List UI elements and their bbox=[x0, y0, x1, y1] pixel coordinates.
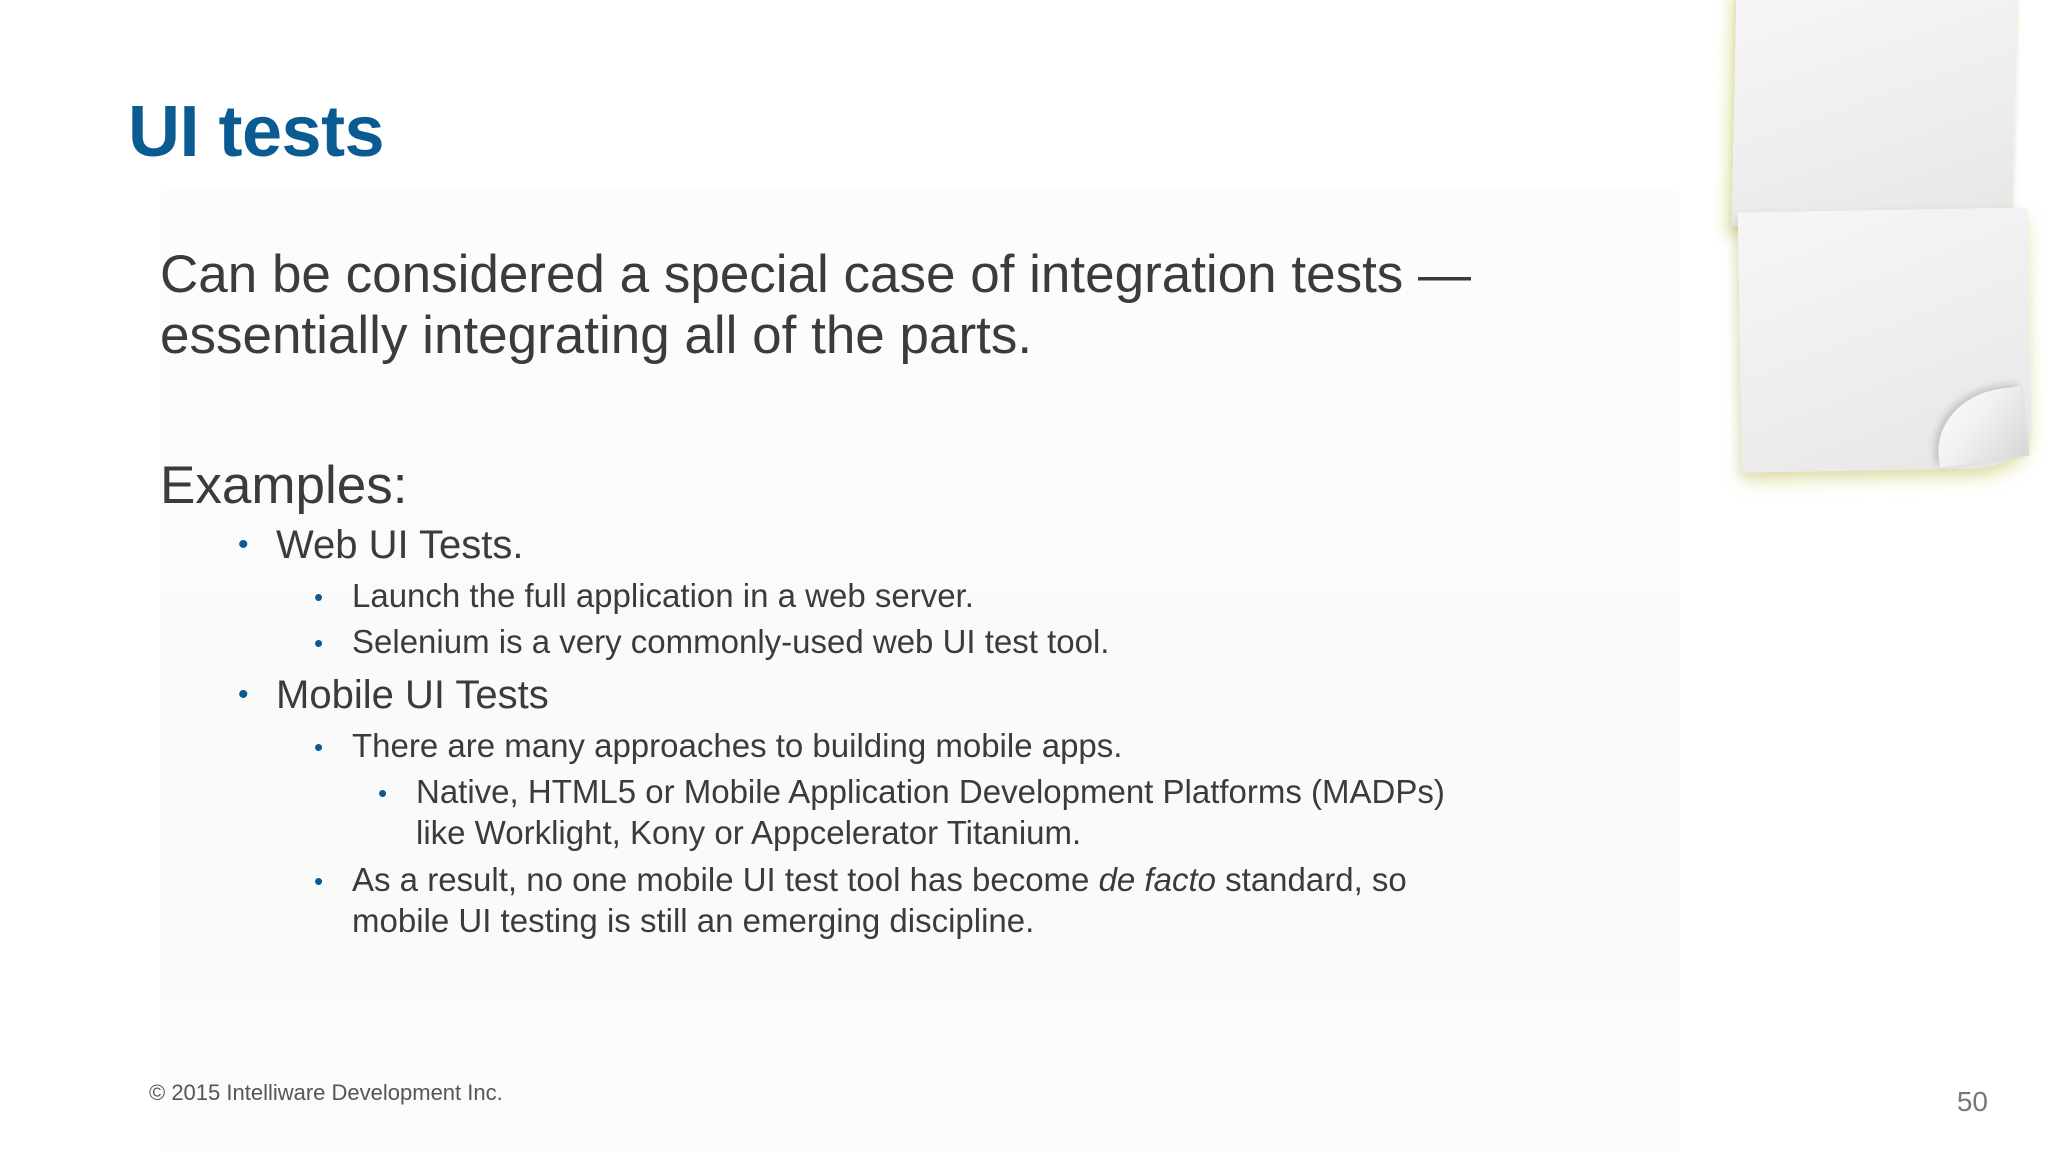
bullet-icon: • bbox=[314, 582, 324, 612]
list-item-label: There are many approaches to building mobile apps. bbox=[352, 727, 1123, 764]
list-item-label: Launch the full application in a web server. bbox=[352, 577, 974, 614]
slide-title: UI tests bbox=[128, 92, 385, 172]
list-item-label-continued: mobile UI testing is still an emerging discipline. bbox=[352, 902, 1035, 939]
bullet-icon: • bbox=[378, 778, 388, 808]
paper-note-top bbox=[1732, 0, 2017, 233]
intro-text: Can be considered a special case of integration tests — essentially integrating all of the parts. bbox=[160, 245, 1472, 365]
page-number: 50 bbox=[1956, 1086, 1988, 1117]
examples-heading: Examples: bbox=[160, 456, 408, 515]
list-item-label: Web UI Tests. bbox=[276, 523, 524, 567]
bullet-icon: • bbox=[238, 678, 249, 711]
list-item-label bbox=[352, 859, 1407, 900]
list-item-label-continued: like Worklight, Kony or Appcelerator Titanium. bbox=[416, 814, 1082, 851]
list-item-label: Native, HTML5 or Mobile Application Development Platforms (MADPs) bbox=[416, 773, 1445, 810]
bullet-icon: • bbox=[314, 732, 324, 762]
text-segment: standard, so bbox=[1215, 861, 1407, 898]
footer-copyright: © 2015 Intelliware Development Inc. bbox=[149, 1080, 503, 1105]
bullet-icon: • bbox=[314, 628, 324, 658]
bullet-icon: • bbox=[238, 528, 249, 561]
list-item-label: Mobile UI Tests bbox=[276, 673, 549, 717]
list-item-label: Selenium is a very commonly-used web UI test tool. bbox=[352, 623, 1110, 660]
bullet-icon: • bbox=[314, 866, 324, 896]
text-segment: As a result, no one mobile UI test tool has become bbox=[352, 861, 1099, 898]
emphasis-text: de facto bbox=[1098, 861, 1216, 898]
